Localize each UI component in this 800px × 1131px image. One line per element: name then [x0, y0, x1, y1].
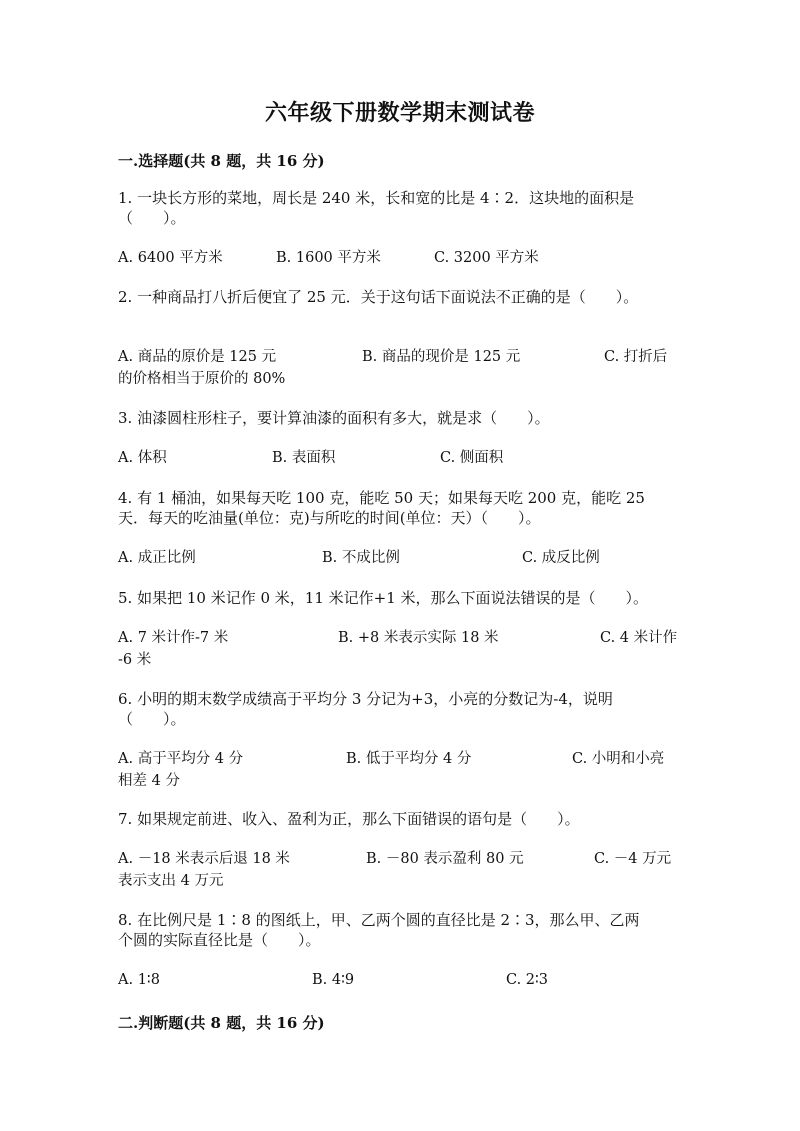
- question-5: [118, 588, 682, 608]
- question-6: [118, 689, 682, 729]
- option-b: B. +8 米表示实际 18 米: [338, 630, 499, 646]
- question-text: 2. 一种商品打八折后便宜了 25 元．关于这句话下面说法不正确的是（ ）。: [118, 288, 639, 306]
- question-7-options: [118, 849, 682, 891]
- question-7: [118, 809, 682, 829]
- page-title: 六年级下册数学期末测试卷: [264, 100, 535, 126]
- question-text: 4. 有 1 桶油，如果每天吃 100 克，能吃 50 天；如果每天吃 200 克，能吃 25: [118, 489, 645, 507]
- option-c: C. 小明和小亮: [572, 751, 665, 767]
- option-b: B. 1600 平方米: [276, 250, 381, 266]
- option-b: B. －80 表示盈利 80 元: [366, 851, 524, 867]
- question-text: （ ）。: [118, 710, 186, 728]
- option-b: B. 商品的现价是 125 元: [362, 349, 521, 365]
- option-a: A. 1∶8: [118, 972, 160, 988]
- question-text: 个圆的实际直径比是（ ）。: [118, 931, 321, 949]
- option-continuation: 的价格相当于原价的 80%: [118, 371, 286, 387]
- option-a: A. 高于平均分 4 分: [118, 751, 244, 767]
- option-a: A. 商品的原价是 125 元: [118, 349, 277, 365]
- section-heading-true-false: 二.判断题(共 8 题，共 16 分): [118, 1014, 325, 1032]
- option-b: B. 4∶9: [312, 972, 355, 988]
- option-c: C. 成反比例: [522, 550, 600, 566]
- question-1: [118, 188, 682, 228]
- option-c: C. 2∶3: [506, 972, 549, 988]
- option-c: C. 打折后: [604, 349, 668, 365]
- option-continuation: 相差 4 分: [118, 773, 180, 789]
- question-4: [118, 488, 682, 528]
- question-text: 7. 如果规定前进、收入、盈利为正，那么下面错误的语句是（ ）。: [118, 810, 580, 828]
- option-b: B. 低于平均分 4 分: [346, 751, 472, 767]
- option-a: A. 体积: [118, 450, 167, 466]
- section-heading-multiple-choice: 一.选择题(共 8 题，共 16 分): [118, 152, 325, 170]
- question-text: 6. 小明的期末数学成绩高于平均分 3 分记为+3，小亮的分数记为-4，说明: [118, 690, 613, 708]
- option-a: A. 成正比例: [118, 550, 196, 566]
- question-8: [118, 910, 682, 950]
- option-continuation: 表示支出 4 万元: [118, 873, 224, 889]
- question-text: 1. 一块长方形的菜地，周长是 240 米，长和宽的比是 4∶2．这块地的面积是: [118, 189, 635, 207]
- option-c: C. 3200 平方米: [434, 250, 539, 266]
- question-text: 5. 如果把 10 米记作 0 米，11 米记作+1 米，那么下面说法错误的是（ ）。: [118, 589, 649, 607]
- option-b: B. 不成比例: [322, 550, 400, 566]
- option-b: B. 表面积: [272, 450, 336, 466]
- question-text: 8. 在比例尺是 1∶8 的图纸上，甲、乙两个圆的直径比是 2∶3，那么甲、乙两: [118, 911, 640, 929]
- option-c: C. 4 米计作: [600, 630, 678, 646]
- question-5-options: [118, 628, 682, 670]
- option-a: A. 7 米计作-7 米: [118, 630, 229, 646]
- question-3: [118, 408, 682, 428]
- option-continuation: -6 米: [118, 652, 152, 668]
- question-2: [118, 287, 682, 307]
- question-6-options: [118, 749, 682, 791]
- question-text: （ ）。: [118, 209, 186, 227]
- option-a: A. －18 米表示后退 18 米: [118, 851, 290, 867]
- option-c: C. －4 万元: [594, 851, 672, 867]
- question-2-options: [118, 347, 682, 389]
- question-text: 天．每天的吃油量(单位：克)与所吃的时间(单位：天）（ ）。: [118, 509, 541, 527]
- option-c: C. 侧面积: [440, 450, 504, 466]
- option-a: A. 6400 平方米: [118, 250, 223, 266]
- question-text: 3. 油漆圆柱形柱子，要计算油漆的面积有多大，就是求（ ）。: [118, 409, 550, 427]
